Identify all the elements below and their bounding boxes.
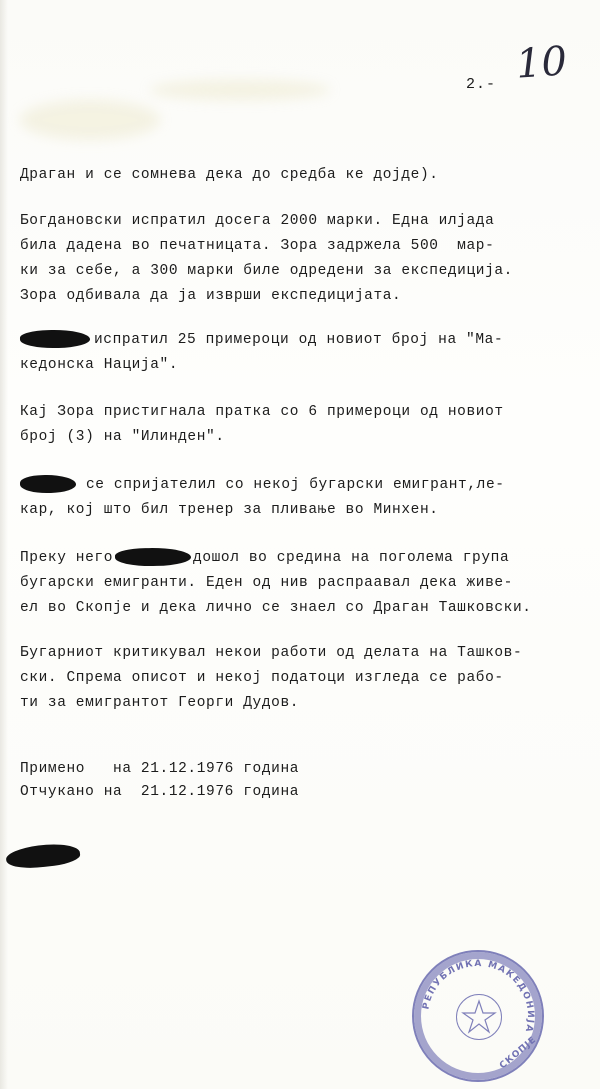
handwritten-page-number: 10 (514, 38, 569, 88)
redaction-mark (20, 330, 90, 349)
stamp-city-text: СКОПЈЕ (498, 1034, 539, 1072)
paragraph-line: Кај Зора пристигнала пратка со 6 примероци од новиот (20, 404, 504, 420)
paragraph-line: Бугарниот критикувал некои работи од делата на Ташков- (20, 645, 523, 661)
paragraph-line: број (3) на "Илинден". (20, 429, 225, 445)
paragraph-line: била дадена во печатницата. Зора задржела 500 мар- (20, 238, 495, 254)
paper-smudge (150, 80, 330, 100)
paragraph-line: Зора одбивала да ја изврши експедицијата. (20, 288, 402, 304)
paragraph-line (20, 546, 509, 571)
paragraph-line: кар, кој што бил тренер за пливање во Минхен. (20, 502, 439, 518)
paragraph-line: ти за емигрантот Георги Дудов. (20, 695, 300, 711)
line-text: испратил 25 примероци од новиот број на "Ма- (94, 332, 504, 348)
paper-edge-shadow (0, 0, 8, 1089)
line-text: дошол во средина на поголема група (193, 550, 510, 566)
typed-page-number: 2.- (466, 76, 497, 93)
redaction-mark (20, 475, 76, 494)
stamp-emblem (456, 994, 502, 1040)
paragraph-line: ел во Скопје и дека лично се знаел со Драган Ташковски. (20, 600, 532, 616)
paragraph-line: ски. Спрема описот и некој податоци изгледа се рабо- (20, 670, 504, 686)
received-date-line: Примено на 21.12.1976 година (20, 761, 300, 777)
paragraph-line (20, 473, 505, 498)
paragraph-line: кедонска Нација". (20, 357, 179, 373)
paper-smudge (20, 100, 160, 140)
paragraph-line: Богдановски испратил досега 2000 марки. Една илјада (20, 213, 495, 229)
line-text: Преку него (20, 550, 114, 566)
paragraph-line: ки за себе, а 300 марки биле одредени за експедиција. (20, 263, 513, 279)
line-text: се спријателил со некој бугарски емигрант,ле- (86, 477, 505, 493)
paragraph-line: Драган и се сомнева дека до средба ке дојде). (20, 167, 439, 183)
signature-redaction-mark (5, 841, 81, 872)
official-stamp (412, 950, 544, 1082)
redaction-mark (115, 548, 191, 567)
paragraph-line (20, 328, 503, 353)
paragraph-line: бугарски емигранти. Еден од нив распраавал дека живе- (20, 575, 513, 591)
emblem-star-icon (457, 995, 501, 1039)
typed-date-line: Отчукано на 21.12.1976 година (20, 784, 300, 800)
stamp-outer-text: РЕПУБЛИКА МАКЕДОНИЈА (421, 958, 536, 1035)
